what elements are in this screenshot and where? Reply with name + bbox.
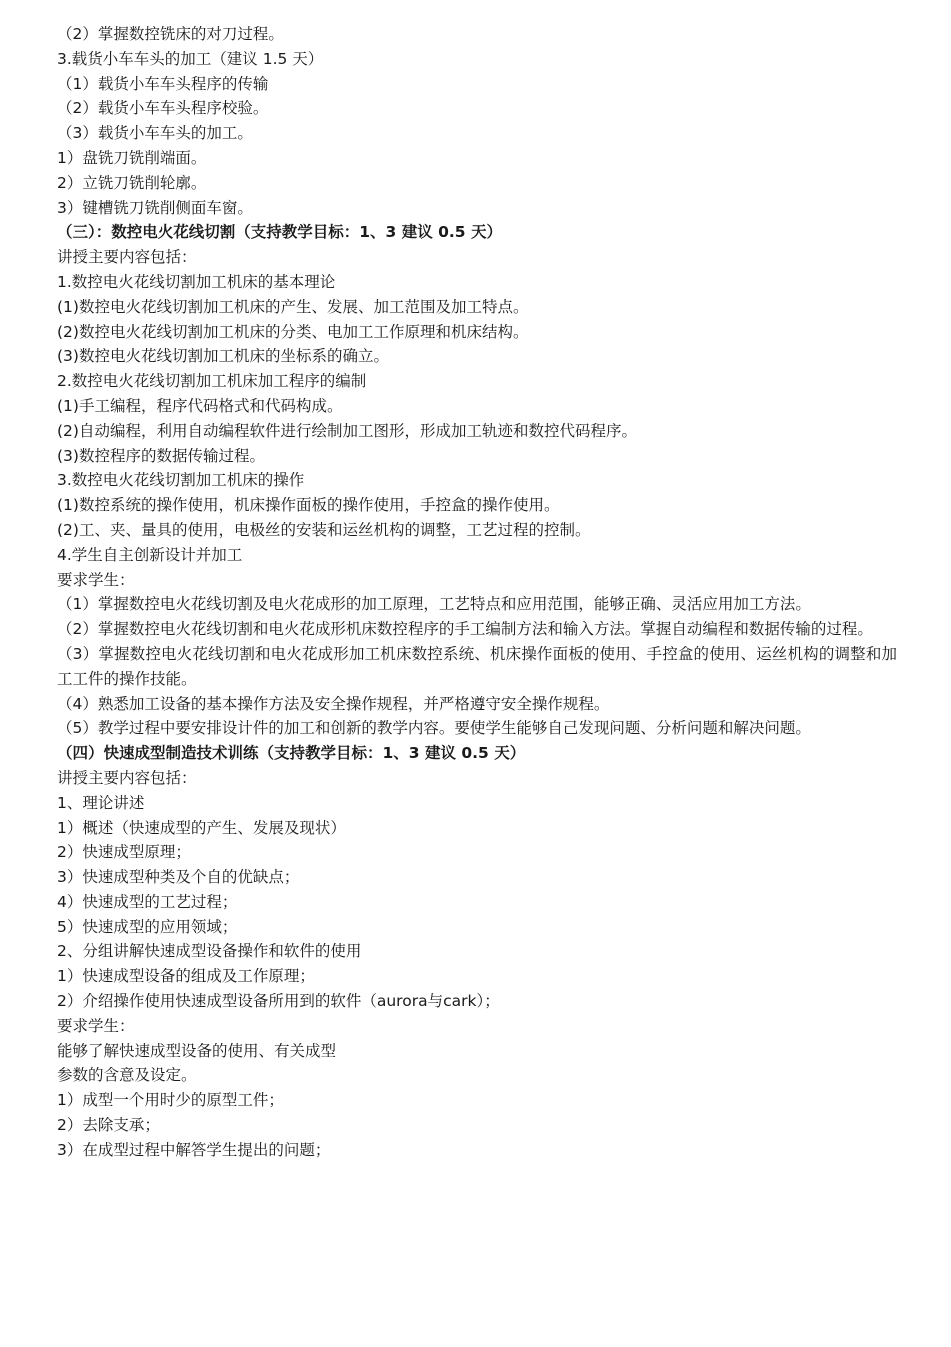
text-line: 要求学生：: [57, 1016, 135, 1035]
text-line: （5）教学过程中要安排设计件的加工和创新的教学内容。要使学生能够自己发现问题、分析问题和解决问题。: [57, 719, 811, 738]
text-line: 讲授主要内容包括：: [57, 248, 197, 267]
text-line: 讲授主要内容包括：: [57, 768, 197, 787]
text-line: （2）掌握数控铣床的对刀过程。: [57, 25, 284, 43]
text-line: 2）立铣刀铣削轮廓。: [57, 173, 207, 192]
text-line: (1)数控电火花线切割加工机床的产生、发展、加工范围及加工特点。: [57, 297, 529, 316]
text-line: 3）快速成型种类及个自的优缺点；: [57, 868, 300, 887]
text-line: 3.载货小车车头的加工（建议 1.5 天）: [57, 49, 324, 68]
text-line: （2）掌握数控电火花线切割和电火花成形机床数控程序的手工编制方法和输入方法。掌握自动编程和数据传输的过程。: [57, 620, 873, 639]
text-line: (2)工、夹、量具的使用，电极丝的安装和运丝机构的调整，工艺过程的控制。: [57, 520, 591, 539]
text-line: 1、理论讲述: [57, 793, 145, 812]
text-line: （3）载货小车车头的加工。: [57, 124, 253, 143]
text-line: 参数的含意及设定。: [57, 1066, 197, 1085]
text-line: 要求学生：: [57, 570, 135, 589]
text-line: 2）去除支承；: [57, 1116, 160, 1135]
text-line: 2）快速成型原理；: [57, 843, 191, 862]
section-heading: （四）快速成型制造技术训练（支持教学目标：1、3 建议 0.5 天）: [57, 744, 526, 763]
text-line: （2）载货小车车头程序校验。: [57, 99, 269, 118]
text-line: 能够了解快速成型设备的使用、有关成型: [57, 1041, 337, 1060]
text-line: (2)自动编程，利用自动编程软件进行绘制加工图形，形成加工轨迹和数控代码程序。: [57, 421, 637, 440]
document-page: [57, 22, 897, 1163]
section-heading: （三）：数控电火花线切割（支持教学目标：1、3 建议 0.5 天）: [57, 223, 502, 242]
text-line: （3）掌握数控电火花线切割和电火花成形加工机床数控系统、机床操作面板的使用、手控盒的使用、运丝机构的调整和加工工件的操作技能。: [57, 644, 897, 688]
text-line: 1）快速成型设备的组成及工作原理；: [57, 967, 315, 986]
text-line: 1）概述（快速成型的产生、发展及现状）: [57, 818, 346, 837]
text-line: 4.学生自主创新设计并加工: [57, 545, 243, 564]
text-line: （4）熟悉加工设备的基本操作方法及安全操作规程，并严格遵守安全操作规程。: [57, 694, 610, 713]
text-line: 1.数控电火花线切割加工机床的基本理论: [57, 272, 336, 291]
text-line: 3）键槽铣刀铣削侧面车窗。: [57, 198, 253, 217]
text-line: (1)数控系统的操作使用，机床操作面板的操作使用，手控盒的操作使用。: [57, 496, 560, 515]
text-line: 2.数控电火花线切割加工机床加工程序的编制: [57, 372, 367, 391]
text-line: 3）在成型过程中解答学生提出的问题；: [57, 1140, 331, 1159]
text-line: 2）介绍操作使用快速成型设备所用到的软件（aurora与cark）；: [57, 992, 500, 1011]
text-line: (2)数控电火花线切割加工机床的分类、电加工工作原理和机床结构。: [57, 322, 529, 341]
text-line: (3)数控程序的数据传输过程。: [57, 446, 265, 465]
text-line: 1）成型一个用时少的原型工件；: [57, 1091, 284, 1110]
text-line: 5）快速成型的应用领域；: [57, 917, 238, 936]
text-line: （1）载货小车车头程序的传输: [57, 74, 269, 93]
text-line: (3)数控电火花线切割加工机床的坐标系的确立。: [57, 347, 389, 366]
text-line: 2、分组讲解快速成型设备操作和软件的使用: [57, 942, 362, 961]
text-line: 3.数控电火花线切割加工机床的操作: [57, 471, 305, 490]
text-line: （1）掌握数控电火花线切割及电火花成形的加工原理，工艺特点和应用范围，能够正确、灵活应用加工方法。: [57, 595, 811, 614]
text-line: (1)手工编程，程序代码格式和代码构成。: [57, 396, 343, 415]
text-line: 1）盘铣刀铣削端面。: [57, 148, 207, 167]
text-line: 4）快速成型的工艺过程；: [57, 892, 238, 911]
